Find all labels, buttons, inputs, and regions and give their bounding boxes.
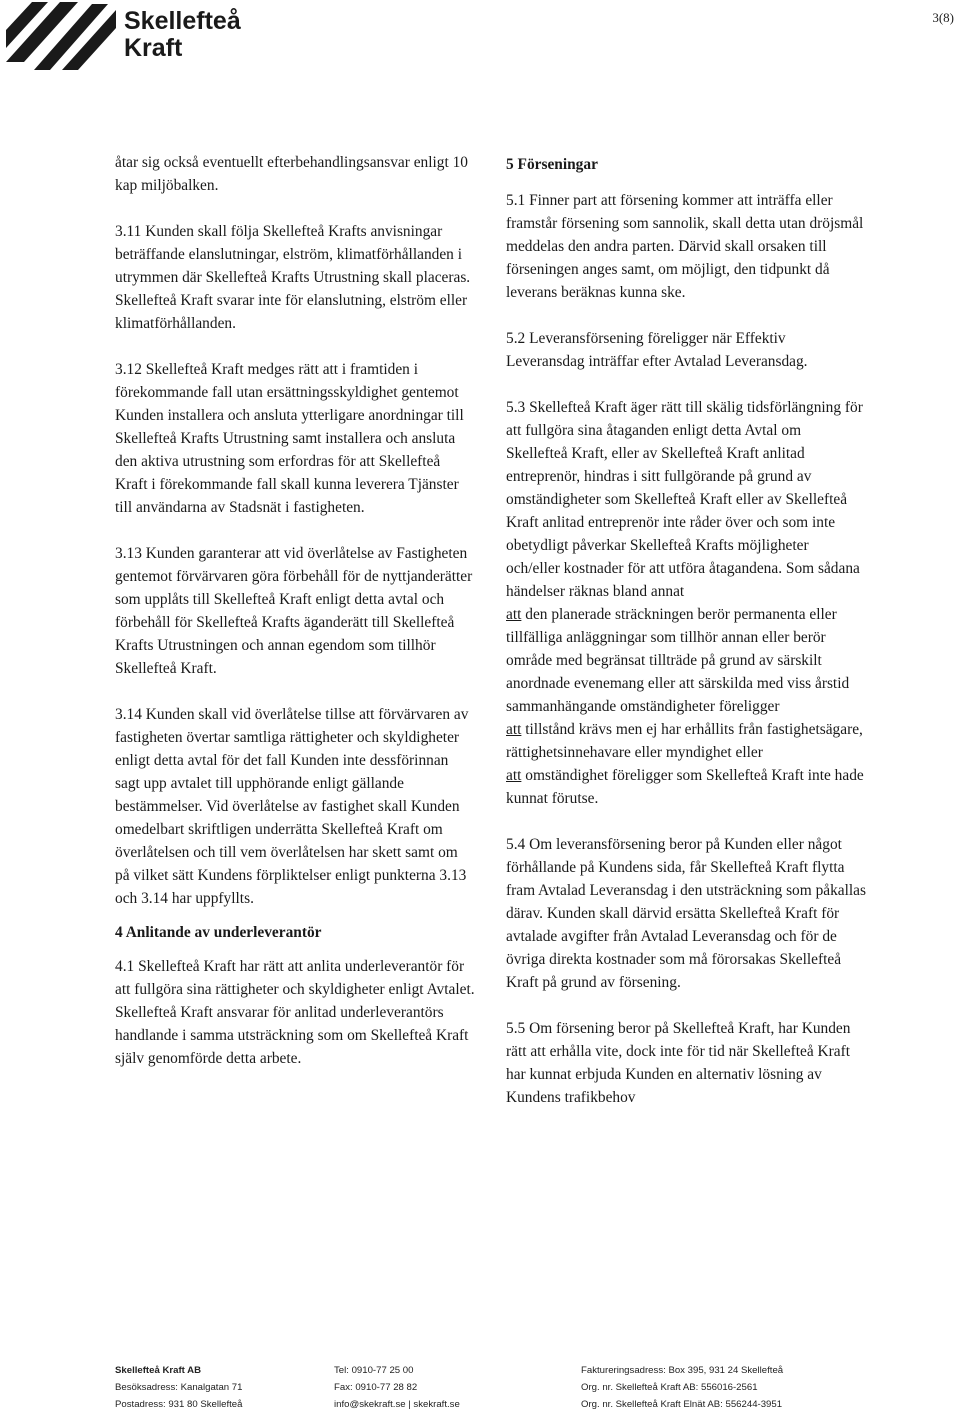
clause-4-1: 4.1 Skellefteå Kraft har rätt att anlita underleverantör för att fullgöra sina rättigheter och skyldigheter enligt Avtalet. Skellefteå Kraft ansvarar för anlitad underleverantörs handlande i samma utsträckning som om Skellefteå Kraft själv genomförde detta arbete.	[115, 958, 475, 1067]
left-column	[115, 151, 475, 1093]
footer-contact	[334, 1362, 460, 1413]
footer-visit-address: Besöksadress: Kanalgatan 71	[115, 1382, 243, 1393]
footer-org-number-elnat: Org. nr. Skellefteå Kraft Elnät AB: 556244-3951	[581, 1399, 783, 1410]
paragraph-continuation: åtar sig också eventuellt efterbehandlingsansvar enligt 10 kap miljöbalken.	[115, 154, 469, 194]
clause-3-12: 3.12 Skellefteå Kraft medges rätt att i framtiden i förekommande fall utan ersättningsskyldighet gentemot Kunden installera och ansluta ytterligare anordningar till Skellefteå Krafts Utrustning samt installera och ansluta den aktiva utrustning som erfordras för att Skellefteå Kraft i förekommande fall skall kunna leverera Tjänster till användarna av Stadsnät i fastigheten.	[115, 361, 464, 516]
footer-invoice-address: Faktureringsadress: Box 395, 931 24 Skellefteå	[581, 1365, 784, 1376]
clause-5-1: 5.1 Finner part att försening kommer att inträffa eller framstår försening som sannolik, skall detta utan dröjsmål meddelas den andra parten. Därvid skall orsaken till förseningen anges samt, om möjligt, den tidpunkt då leverans beräknas kunna ske.	[506, 192, 864, 301]
company-logo	[4, 0, 241, 72]
clause-5-3-item-3: att omständighet föreligger som Skellefteå Kraft inte hade kunnat förutse.	[506, 767, 864, 807]
skelleftea-kraft-logo-mark	[4, 0, 116, 72]
footer-org-info	[581, 1362, 783, 1413]
clause-3-11: 3.11 Kunden skall följa Skellefteå Krafts anvisningar beträffande elanslutningar, elström, klimatförhållanden i utrymmen där Skellefteå Krafts Utrustning skall placeras. Skellefteå Kraft svarar inte för elanslutning, elström eller klimatförhållanden.	[115, 223, 471, 332]
footer-org-number-ab: Org. nr. Skellefteå Kraft AB: 556016-2561	[581, 1382, 758, 1393]
clause-5-4: 5.4 Om leveransförsening beror på Kunden eller något förhållande på Kundens sida, får Skellefteå Kraft flytta fram Avtalad Leveransdag i den utsträckning som påkallas därav. Kunden skall därvid ersätta Skellefteå Kraft för avtalade avgifter från Avtalad Leveransdag och för de övriga direkta kostnader som må förorsakas Skellefteå Kraft på grund av försening.	[506, 836, 866, 991]
clause-5-3: 5.3 Skellefteå Kraft äger rätt till skälig tidsförlängning för att fullgöra sina åtaganden enligt detta Avtal om Skellefteå Kraft, eller av Skellefteå Kraft anlitad entreprenör, hindras i sitt fullgörande på grund av omständigheter som Skellefteå Kraft eller av Skellefteå Kraft anlitad entreprenör inte råder över och som inte obetydligt påverkar Skellefteå Krafts möjligheter och/eller kostnader för att utföra åtagandena. Som sådana händelser räknas bland annat	[506, 399, 863, 600]
clause-5-3-item-1: att den planerade sträckningen berör permanenta eller tillfälliga anläggningar som tillhör annan eller berör område med begränsat tillträde på grund av särskilt anordnade evenemang eller att särskilda med viss årstid sammanhängande omständigheter föreligger	[506, 606, 850, 715]
footer-company: Skellefteå Kraft AB	[115, 1365, 202, 1376]
footer-postal-address: Postadress: 931 80 Skellefteå	[115, 1399, 243, 1410]
page-number: 3(8)	[932, 10, 954, 25]
footer-phone: Tel: 0910-77 25 00	[334, 1365, 414, 1376]
clause-5-2: 5.2 Leveransförsening föreligger när Effektiv Leveransdag inträffar efter Avtalad Leveransdag.	[506, 330, 808, 370]
clause-5-3-item-2: att tillstånd krävs men ej har erhållits från fastighetsägare, rättighetsinnehavare eller myndighet eller	[506, 721, 863, 761]
footer-address	[115, 1362, 242, 1413]
section-heading-5: 5 Förseningar	[506, 156, 598, 173]
clause-3-13: 3.13 Kunden garanterar att vid överlåtelse av Fastigheten gentemot förvärvaren göra förbehåll för de nyttjanderätter som upplåts till Skellefteå Kraft enligt detta avtal och förbehåll för Skellefteå Krafts äganderätt till Skellefteå Krafts Utrustningen och annan egendom som tillhör Skellefteå Kraft.	[115, 545, 473, 677]
clause-5-5: 5.5 Om försening beror på Skellefteå Kraft, har Kunden rätt att erhålla vite, dock inte för tid när Skellefteå Kraft har kunnat erbjuda Kunden en alternativ lösning av Kundens trafikbehov	[506, 1020, 851, 1106]
right-column	[506, 151, 866, 1132]
footer-email-web: info@skekraft.se | skekraft.se	[334, 1399, 460, 1410]
clause-3-14: 3.14 Kunden skall vid överlåtelse tillse att förvärvaren av fastigheten övertar samtliga rättigheter och skyldigheter enligt detta avtal för det fall Kunden inte dessförinnan sagt upp avtalet till upphörande enligt gällande bestämmelser. Vid överlåtelse av fastighet skall Kunden omedelbart skriftligen underrätta Skellefteå Kraft om överlåtelsen och till vem överlåtelsen har skett samt om på vilket sätt Kundens förpliktelser enligt punkterna 3.13 och 3.14 har uppfyllts.	[115, 706, 469, 907]
footer-fax: Fax: 0910-77 28 82	[334, 1382, 418, 1393]
logo-wordmark: Skellefteå Kraft	[124, 7, 241, 62]
section-heading-4: 4 Anlitande av underleverantör	[115, 924, 322, 941]
